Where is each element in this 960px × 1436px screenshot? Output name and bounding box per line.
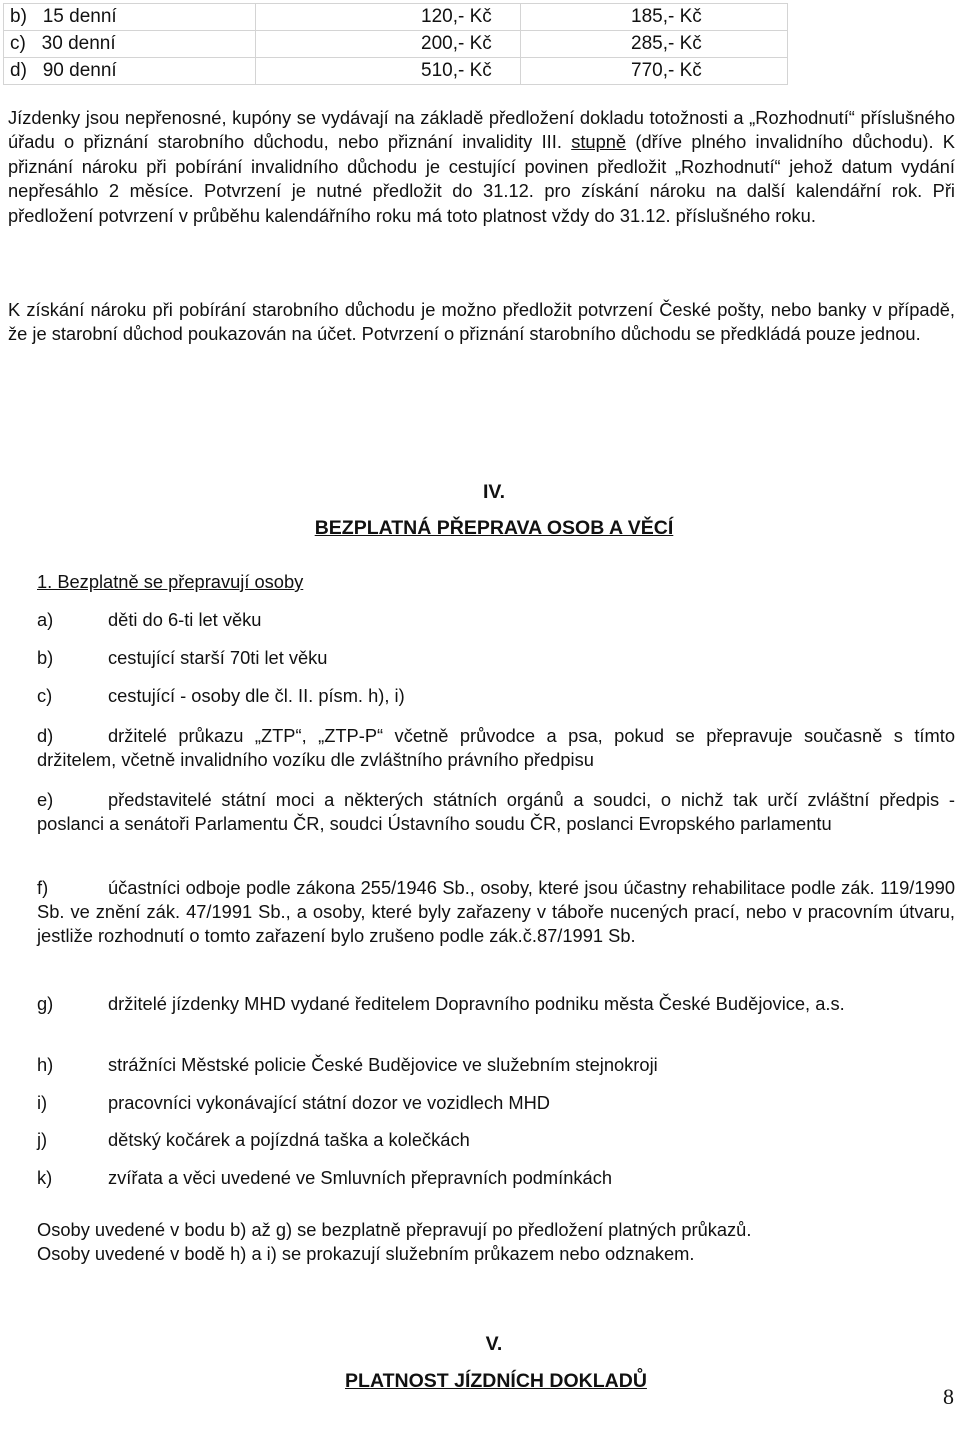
fare-price-2: 285,- Kč [521,31,788,58]
section-number-iv: IV. [482,481,506,503]
list-item: e) představitelé státní moci a některých státních orgánů a soudci, o nichž tak určí zvláštní předpis - poslanci a senátoři Parlamentu ČR, soudci Ústavního soudu ČR, poslanci Evropského parlamentu [37,789,955,834]
list-item: b) cestující starší 70ti let věku [37,647,328,668]
list-item: h) strážníci Městské policie České Budějovice ve služebním stejnokroji [37,1054,658,1075]
section-title-v: PLATNOST JÍZDNÍCH DOKLADŮ [345,1370,647,1392]
list-item: g) držitelé jízdenky MHD vydané ředitelem Dopravního podniku města České Budějovice, a.s. [37,993,845,1014]
section-number-v: V. [485,1333,503,1355]
fare-period: d) 90 denní [4,58,256,85]
table-row [4,58,788,85]
fare-price-2: 770,- Kč [521,58,788,85]
fare-price-1: 200,- Kč [256,31,521,58]
closing-note-2: Osoby uvedené v bodě h) a i) se prokazují služebním průkazem nebo odznakem. [37,1243,695,1264]
list-item: i) pracovníci vykonávající státní dozor ve vozidlech MHD [37,1092,550,1113]
subheading-free-transport: 1. Bezplatně se přepravují osoby [37,571,304,592]
table-row [4,4,788,31]
fare-period: b) 15 denní [4,4,256,31]
fare-price-1: 510,- Kč [256,58,521,85]
closing-note-1: Osoby uvedené v bodu b) až g) se bezplatně přepravují po předložení platných průkazů. [37,1219,752,1240]
fare-price-2: 185,- Kč [521,4,788,31]
table-row [4,31,788,58]
intro-paragraph-2: K získání nároku při pobírání starobního důchodu je možno předložit potvrzení České pošty, nebo banky v případě, že je starobní důchod poukazován na účet. Potvrzení o přiznání starobního důchodu se předkládá pouze jednou. [8,299,955,345]
intro-paragraph-1: Jízdenky jsou nepřenosné, kupóny se vydávají na základě předložení dokladu totožnosti a „Rozhodnutí“ příslušného úřadu o přiznání starobního důchodu, nebo přiznání invalidity III. stupně (dříve plného invalidního důchodu). K přiznání nároku při pobírání invalidního důchodu je cestující povinen předložit „Rozhodnutí“ jehož datum vydání nepřesáhlo 2 měsíce. Potvrzení je nutné předložit do 31.12. pro získání nároku na další kalendářní rok. Při předložení potvrzení v průběhu kalendářního roku má toto platnost vždy do 31.12. příslušného roku. [8,107,955,226]
list-item: d) držitelé průkazu „ZTP“, „ZTP-P“ včetně průvodce a psa, pokud se přepravuje současně s tímto držitelem, včetně invalidního vozíku dle zvláštního právního předpisu [37,725,955,770]
list-item: j) dětský kočárek a pojízdná taška a kolečkách [37,1129,470,1150]
fare-price-table [3,3,788,85]
fare-price-1: 120,- Kč [256,4,521,31]
list-item: c) cestující - osoby dle čl. II. písm. h), i) [37,685,405,706]
section-title-iv: BEZPLATNÁ PŘEPRAVA OSOB A VĚCÍ [314,517,674,539]
list-item: k) zvířata a věci uvedené ve Smluvních přepravních podmínkách [37,1167,613,1188]
page-number: 8 [943,1384,954,1409]
list-item: a) děti do 6-ti let věku [37,609,262,630]
fare-period: c) 30 denní [4,31,256,58]
list-item: f) účastníci odboje podle zákona 255/1946 Sb., osoby, které jsou účastny rehabilitace podle zák. 119/1990 Sb. ve znění zák. 47/1991 Sb., a osoby, které byly zařazeny v táboře nucených prací, nebo v pracovním útvaru, jestliže rozhodnutí o tomto zařazení bylo zrušeno podle zák.č.87/1991 Sb. [37,877,955,946]
